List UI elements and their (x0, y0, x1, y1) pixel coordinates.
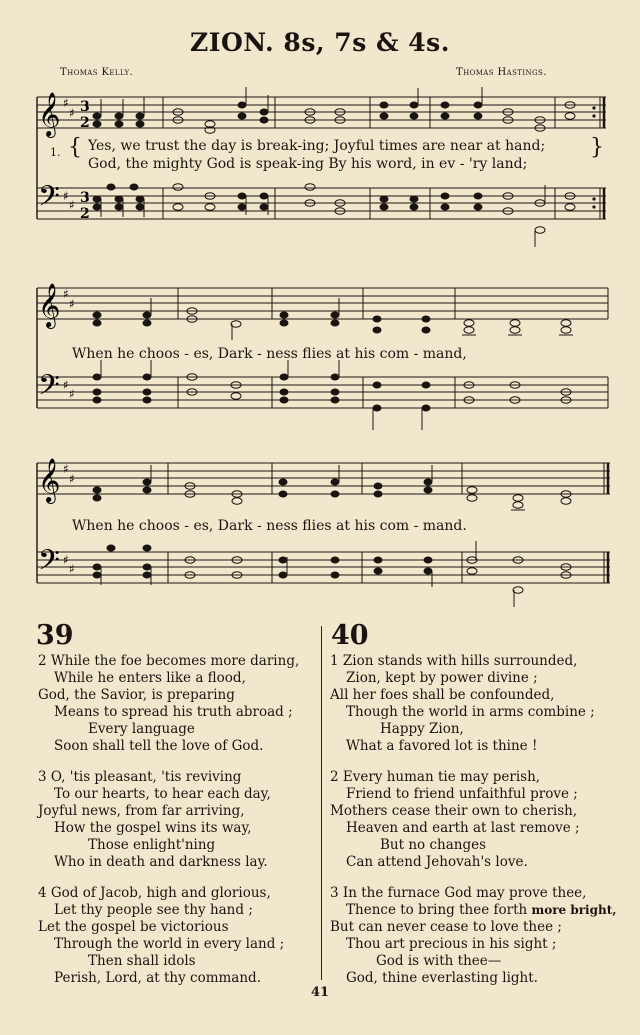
verse-line: Let the gospel be victorious (38, 918, 229, 935)
verse-line: Perish, Lord, at thy command. (54, 969, 261, 986)
verse-line: Every language (88, 720, 195, 737)
verse-line: 3 O, 'tis pleasant, 'tis reviving (38, 769, 242, 785)
hymn-40-number: 40 (331, 620, 369, 651)
hymn-40-verse-1 (330, 653, 595, 754)
verse-line: God, the Savior, is preparing (38, 686, 235, 703)
hymn-39-verse-2 (38, 653, 299, 754)
svg-text:♯: ♯ (69, 106, 75, 120)
verse-line: What a favored lot is thine ! (346, 737, 538, 754)
verse-line: Those enlight'ning (88, 836, 216, 853)
svg-text:♯: ♯ (69, 387, 75, 401)
treble-clef-icon: 𝄞 (38, 92, 61, 136)
verse-line: Happy Zion, (380, 720, 464, 737)
hymn-40-verse-3 (330, 885, 616, 986)
verse-line: 2 While the foe becomes more daring, (38, 653, 300, 669)
hymn-title: ZION. 8s, 7s & 4s. (190, 28, 450, 57)
svg-text:♯: ♯ (69, 198, 75, 212)
verse-line: God, thine everlasting light. (346, 969, 538, 986)
treble-clef-icon: 𝄞 (38, 283, 61, 327)
svg-text:2: 2 (80, 206, 90, 222)
verse-line: Let thy people see thy hand ; (54, 901, 253, 918)
svg-text:♯: ♯ (63, 189, 69, 203)
verse-line: But can never cease to love thee ; (330, 918, 562, 935)
verse-line: Thou art precious in his sight ; (346, 935, 557, 952)
column-divider (321, 626, 322, 980)
svg-text:♯: ♯ (63, 287, 69, 301)
svg-text:♯: ♯ (63, 462, 69, 476)
hymn-39-verse-4 (38, 885, 284, 986)
verse-line: All her foes shall be confounded, (330, 686, 555, 703)
composer-credit: Thomas Hastings. (456, 67, 547, 78)
svg-text:♯: ♯ (69, 472, 75, 486)
svg-text:♯: ♯ (63, 553, 69, 567)
verse-line: But no changes (380, 836, 487, 853)
verse-line: 3 In the furnace God may prove thee, (330, 885, 587, 901)
verse-line: Thence to bring thee forth more bright, (346, 901, 617, 918)
verse-line: Means to spread his truth abroad ; (54, 703, 293, 720)
svg-text:3: 3 (80, 190, 90, 206)
verse-number: 1. (50, 146, 61, 159)
bass-clef-icon: 𝄢 (38, 544, 60, 584)
hymn-40-verse-2 (330, 769, 580, 870)
verse-line: Though the world in arms combine ; (346, 703, 595, 720)
verse-line: Mothers cease their own to cherish, (330, 802, 578, 819)
system-1-lyric-line-2: God, the mighty God is speak-ing By his word, in ev - 'ry land; (88, 156, 528, 172)
system-3-lyric-line: When he choos - es, Dark - ness flies at his com - mand. (72, 518, 467, 534)
hymn-39-number: 39 (36, 620, 74, 651)
brace-right-icon: } (590, 135, 604, 160)
bass-clef-icon: 𝄢 (38, 369, 60, 409)
verse-line: 2 Every human tie may perish, (330, 769, 541, 785)
verse-line: Then shall idols (88, 952, 196, 969)
verse-line: Soon shall tell the love of God. (54, 737, 264, 754)
system-2-lyric-line: When he choos - es, Dark - ness flies at his com - mand, (72, 346, 467, 362)
verse-line: Heaven and earth at last remove ; (346, 819, 580, 836)
bass-clef-icon: 𝄢 (38, 180, 60, 220)
system-1-lyric-line-1: Yes, we trust the day is break-ing; Joyful times are near at hand; (88, 138, 546, 154)
verse-line: Friend to friend unfaithful prove ; (346, 785, 578, 802)
treble-clef-icon: 𝄞 (38, 458, 61, 502)
svg-text:2: 2 (80, 115, 90, 131)
svg-text:♯: ♯ (69, 562, 75, 576)
brace-left-icon: { (68, 135, 82, 160)
verse-line: Zion, kept by power divine ; (346, 669, 538, 686)
svg-text:3: 3 (80, 99, 90, 115)
verse-line: Through the world in every land ; (54, 935, 285, 952)
verse-line: Who in death and darkness lay. (54, 853, 268, 870)
svg-text:♯: ♯ (63, 96, 69, 110)
hymn-39-verse-3 (38, 769, 271, 870)
verse-line: While he enters like a flood, (54, 669, 246, 686)
author-credit: Thomas Kelly. (60, 67, 134, 78)
svg-text:♯: ♯ (63, 378, 69, 392)
verse-line: God is with thee— (376, 952, 502, 969)
verse-line: How the gospel wins its way, (54, 819, 252, 836)
verse-line: To our hearts, to hear each day, (54, 785, 271, 802)
verse-line: Joyful news, from far arriving, (38, 802, 245, 819)
verse-line: 4 God of Jacob, high and glorious, (38, 885, 271, 901)
verse-line: 1 Zion stands with hills surrounded, (330, 653, 578, 669)
page-number: 41 (310, 985, 330, 1000)
svg-text:♯: ♯ (69, 297, 75, 311)
verse-line: Can attend Jehovah's love. (346, 853, 528, 870)
music-system-3 (0, 455, 640, 615)
